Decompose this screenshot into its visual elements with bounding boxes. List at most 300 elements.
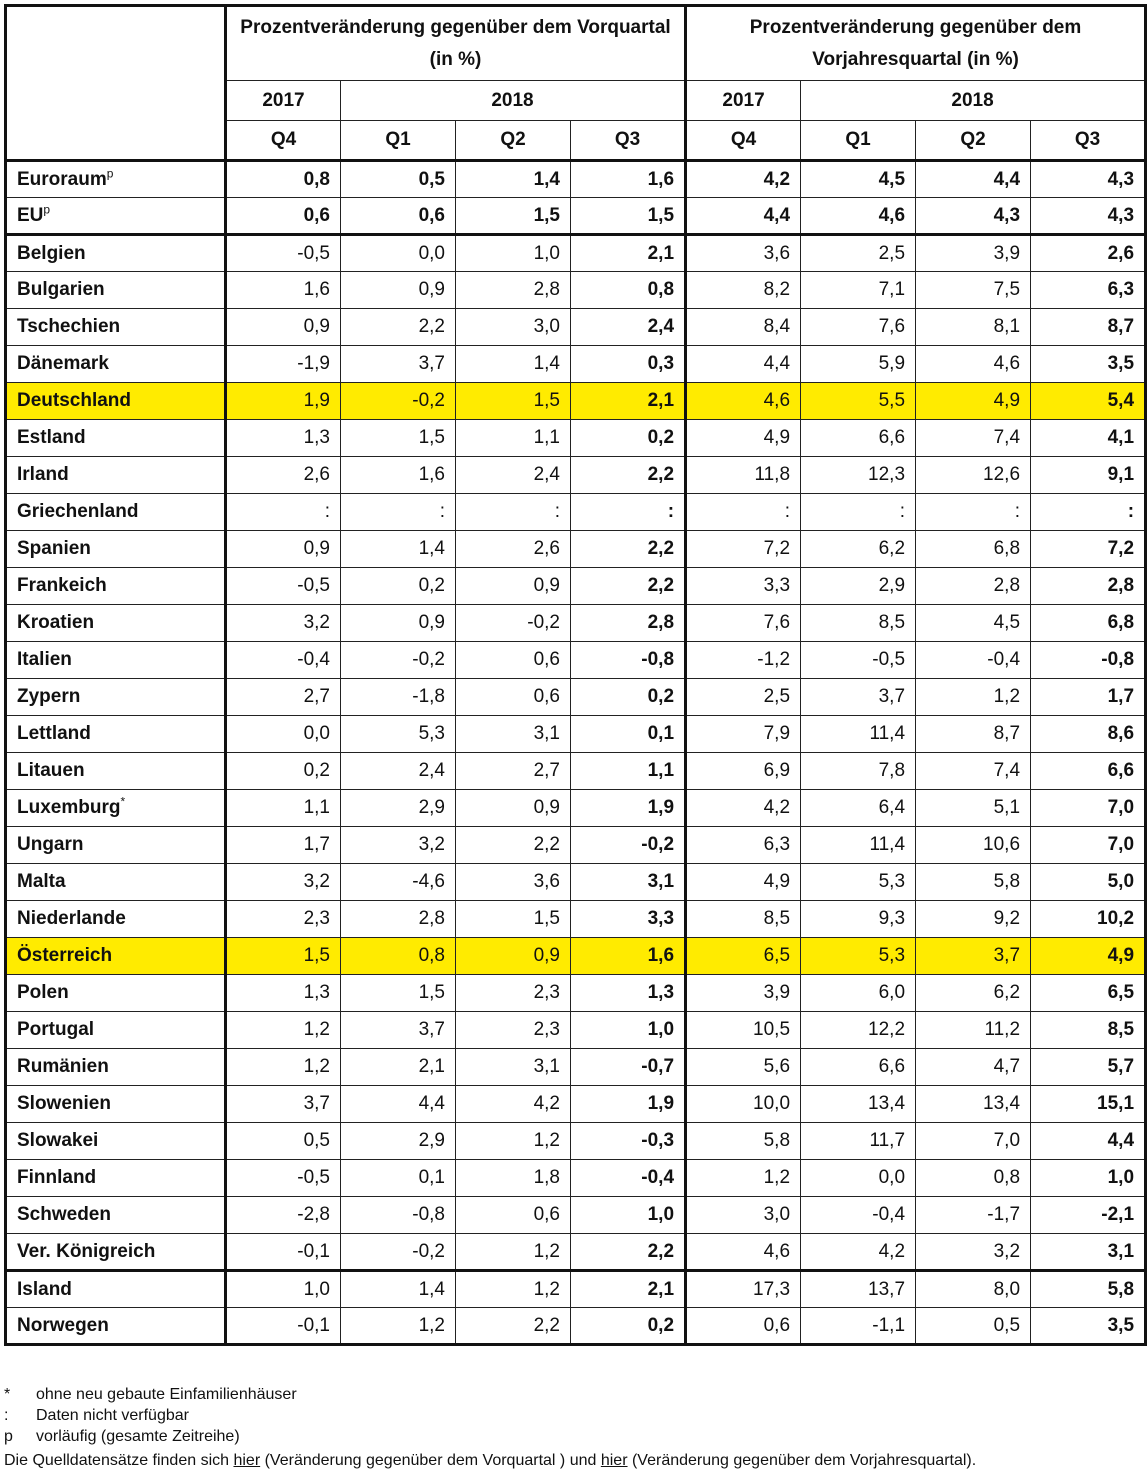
value-cell: 8,2 [686, 272, 801, 309]
value-cell: 0,8 [916, 1160, 1031, 1197]
country-label: Schweden [17, 1204, 111, 1225]
country-label: Spanien [17, 538, 91, 559]
value-cell: 5,8 [1031, 1271, 1146, 1308]
value-cell: : [801, 494, 916, 531]
country-label: Luxemburg [17, 797, 121, 818]
value-cell: 0,0 [801, 1160, 916, 1197]
value-cell: 5,8 [686, 1123, 801, 1160]
country-name [6, 272, 226, 309]
value-cell: 2,2 [456, 1308, 571, 1345]
table-row [6, 568, 1146, 605]
value-cell: 0,9 [456, 568, 571, 605]
table-row [6, 827, 1146, 864]
footnote-marker: * [120, 794, 126, 809]
value-cell: 2,7 [456, 753, 571, 790]
value-cell: 1,9 [571, 790, 686, 827]
source-link-vorjahresquartal[interactable]: hier [600, 1452, 628, 1469]
country-name [6, 1271, 226, 1308]
country-label: Ver. Königreich [17, 1240, 156, 1262]
value-cell: 1,3 [226, 975, 341, 1012]
value-cell: 4,4 [686, 198, 801, 235]
value-cell: 1,7 [1031, 679, 1146, 716]
country-name [6, 235, 226, 272]
value-cell: 1,1 [456, 420, 571, 457]
value-cell: 2,9 [341, 1123, 456, 1160]
value-cell: 2,6 [1031, 235, 1146, 272]
country-label: EU [17, 204, 44, 226]
value-cell: 0,1 [341, 1160, 456, 1197]
table-row [6, 531, 1146, 568]
value-cell: 4,4 [916, 161, 1031, 198]
country-label: Österreich [17, 945, 113, 966]
value-cell: -0,8 [1031, 642, 1146, 679]
table-row [6, 1234, 1146, 1271]
source-note [4, 1450, 976, 1471]
value-cell: 3,1 [456, 716, 571, 753]
table-row [6, 1308, 1146, 1345]
table-row [6, 1197, 1146, 1234]
value-cell: 1,5 [456, 901, 571, 938]
value-cell: 0,9 [226, 531, 341, 568]
value-cell: 4,6 [916, 346, 1031, 383]
value-cell: 4,5 [801, 161, 916, 198]
year-header: 2017 [226, 81, 341, 121]
country-name [6, 457, 226, 494]
country-name [6, 1012, 226, 1049]
value-cell: 1,0 [571, 1012, 686, 1049]
value-cell: 3,7 [226, 1086, 341, 1123]
source-link-vorquartal[interactable]: hier [233, 1452, 261, 1469]
value-cell: 4,4 [1031, 1123, 1146, 1160]
value-cell: 4,9 [686, 420, 801, 457]
value-cell: -0,3 [571, 1123, 686, 1160]
year-header: 2018 [801, 81, 1146, 121]
footnote-text: vorläufig (gesamte Zeitreihe) [36, 1428, 240, 1445]
value-cell: 4,5 [916, 605, 1031, 642]
value-cell: 1,4 [456, 161, 571, 198]
country-name [6, 1234, 226, 1271]
country-label: Slowenien [17, 1093, 111, 1114]
value-cell: : [916, 494, 1031, 531]
value-cell: 1,3 [226, 420, 341, 457]
value-cell: 2,6 [226, 457, 341, 494]
value-cell: 5,5 [801, 383, 916, 420]
value-cell: 1,0 [1031, 1160, 1146, 1197]
country-label: Slowakei [17, 1130, 99, 1151]
value-cell: 8,1 [916, 309, 1031, 346]
value-cell: 1,4 [341, 1271, 456, 1308]
value-cell: 9,3 [801, 901, 916, 938]
value-cell: 1,6 [571, 161, 686, 198]
value-cell: 4,3 [1031, 161, 1146, 198]
value-cell: 0,6 [686, 1308, 801, 1345]
value-cell: 4,6 [686, 383, 801, 420]
value-cell: 7,0 [1031, 827, 1146, 864]
value-cell: 4,1 [1031, 420, 1146, 457]
value-cell: 2,2 [571, 457, 686, 494]
table-row [6, 642, 1146, 679]
value-cell: 2,2 [456, 827, 571, 864]
value-cell: -0,5 [226, 235, 341, 272]
value-cell: 6,3 [1031, 272, 1146, 309]
value-cell: 2,8 [341, 901, 456, 938]
country-label: Malta [17, 871, 66, 892]
value-cell: 8,7 [1031, 309, 1146, 346]
value-cell: -0,5 [226, 1160, 341, 1197]
value-cell: 3,2 [226, 864, 341, 901]
value-cell: -2,8 [226, 1197, 341, 1234]
table-row [6, 272, 1146, 309]
value-cell: 1,5 [226, 938, 341, 975]
value-cell: 7,4 [916, 753, 1031, 790]
value-cell: 3,7 [801, 679, 916, 716]
value-cell: 0,8 [226, 161, 341, 198]
value-cell: 5,0 [1031, 864, 1146, 901]
country-label: Irland [17, 464, 69, 485]
country-name [6, 420, 226, 457]
value-cell: 0,9 [341, 272, 456, 309]
value-cell: 2,4 [571, 309, 686, 346]
quarter-header: Q1 [341, 121, 456, 161]
table-header [6, 6, 1146, 161]
value-cell: 4,2 [801, 1234, 916, 1271]
table-row [6, 864, 1146, 901]
value-cell: 1,6 [341, 457, 456, 494]
value-cell: 4,9 [916, 383, 1031, 420]
value-cell: 8,0 [916, 1271, 1031, 1308]
value-cell: 0,1 [571, 716, 686, 753]
table-row [6, 161, 1146, 198]
country-name [6, 938, 226, 975]
table-row [6, 790, 1146, 827]
value-cell: 7,6 [801, 309, 916, 346]
value-cell: 1,2 [226, 1049, 341, 1086]
table-row [6, 1049, 1146, 1086]
value-cell: -1,1 [801, 1308, 916, 1345]
value-cell: 13,4 [801, 1086, 916, 1123]
value-cell: -0,2 [341, 642, 456, 679]
value-cell: 2,3 [456, 1012, 571, 1049]
country-name [6, 383, 226, 420]
value-cell: 6,6 [801, 1049, 916, 1086]
value-cell: 0,6 [226, 198, 341, 235]
value-cell: 0,5 [226, 1123, 341, 1160]
value-cell: 7,0 [1031, 790, 1146, 827]
value-cell: 0,2 [226, 753, 341, 790]
country-name [6, 494, 226, 531]
value-cell: 3,3 [571, 901, 686, 938]
country-name [6, 531, 226, 568]
value-cell: 11,7 [801, 1123, 916, 1160]
corner-cell [6, 6, 226, 161]
value-cell: 2,5 [686, 679, 801, 716]
value-cell: 6,5 [686, 938, 801, 975]
year-header: 2018 [341, 81, 686, 121]
footnotes [4, 1384, 976, 1471]
value-cell: : [226, 494, 341, 531]
country-label: Tschechien [17, 316, 121, 337]
value-cell: 3,1 [456, 1049, 571, 1086]
value-cell: 8,5 [686, 901, 801, 938]
country-label: Euroraum [17, 168, 107, 190]
table-row [6, 938, 1146, 975]
value-cell: 3,2 [916, 1234, 1031, 1271]
value-cell: 17,3 [686, 1271, 801, 1308]
country-name [6, 1160, 226, 1197]
value-cell: 11,4 [801, 827, 916, 864]
value-cell: 0,0 [226, 716, 341, 753]
value-cell: 7,6 [686, 605, 801, 642]
country-label: Zypern [17, 686, 81, 707]
value-cell: 11,4 [801, 716, 916, 753]
value-cell: -1,8 [341, 679, 456, 716]
value-cell: 4,2 [456, 1086, 571, 1123]
value-cell: 0,9 [456, 790, 571, 827]
value-cell: 15,1 [1031, 1086, 1146, 1123]
value-cell: -0,5 [226, 568, 341, 605]
value-cell: 3,5 [1031, 1308, 1146, 1345]
value-cell: : [686, 494, 801, 531]
value-cell: 9,1 [1031, 457, 1146, 494]
value-cell: 0,2 [571, 1308, 686, 1345]
value-cell: 3,1 [571, 864, 686, 901]
value-cell: 3,9 [916, 235, 1031, 272]
table-row [6, 679, 1146, 716]
value-cell: 3,7 [341, 1012, 456, 1049]
value-cell: 2,8 [1031, 568, 1146, 605]
country-label: Rumänien [17, 1056, 109, 1077]
value-cell: 2,1 [341, 1049, 456, 1086]
value-cell: 7,8 [801, 753, 916, 790]
table-row [6, 494, 1146, 531]
value-cell: -0,1 [226, 1308, 341, 1345]
value-cell: 5,3 [801, 938, 916, 975]
table-row [6, 198, 1146, 235]
country-name [6, 605, 226, 642]
quarter-header: Q4 [686, 121, 801, 161]
country-name [6, 753, 226, 790]
value-cell: 4,3 [916, 198, 1031, 235]
footnote-symbol: : [4, 1407, 9, 1424]
value-cell: 4,4 [341, 1086, 456, 1123]
value-cell: 0,5 [341, 161, 456, 198]
value-cell: 2,1 [571, 383, 686, 420]
value-cell: -0,2 [341, 383, 456, 420]
value-cell: 0,6 [456, 679, 571, 716]
value-cell: -0,1 [226, 1234, 341, 1271]
value-cell: 0,5 [916, 1308, 1031, 1345]
country-name [6, 198, 226, 235]
value-cell: 4,6 [801, 198, 916, 235]
value-cell: 13,4 [916, 1086, 1031, 1123]
table-row [6, 901, 1146, 938]
value-cell: 1,2 [916, 679, 1031, 716]
value-cell: 10,2 [1031, 901, 1146, 938]
value-cell: -1,9 [226, 346, 341, 383]
value-cell: 4,2 [686, 161, 801, 198]
table-body [6, 161, 1146, 1345]
table-row [6, 383, 1146, 420]
country-name [6, 790, 226, 827]
value-cell: -0,5 [801, 642, 916, 679]
country-label: Griechenland [17, 501, 139, 522]
country-name [6, 1086, 226, 1123]
country-name [6, 346, 226, 383]
value-cell: 3,7 [341, 346, 456, 383]
table-row [6, 1271, 1146, 1308]
value-cell: 1,2 [456, 1123, 571, 1160]
value-cell: 0,6 [456, 1197, 571, 1234]
footnote-marker: p [106, 166, 114, 181]
country-name [6, 1123, 226, 1160]
value-cell: 6,6 [1031, 753, 1146, 790]
value-cell: 1,0 [456, 235, 571, 272]
value-cell: 7,4 [916, 420, 1031, 457]
value-cell: 7,5 [916, 272, 1031, 309]
value-cell: 4,9 [686, 864, 801, 901]
footnote-symbol: p [4, 1428, 13, 1445]
value-cell: 2,2 [571, 531, 686, 568]
value-cell: 1,2 [341, 1308, 456, 1345]
country-label: Deutschland [17, 390, 132, 411]
value-cell: 8,5 [1031, 1012, 1146, 1049]
group-header-vorjahresquartal: Prozentveränderung gegenüber dem Vorjahresquartal (in %) [686, 6, 1146, 81]
quarter-header: Q2 [456, 121, 571, 161]
value-cell: 5,6 [686, 1049, 801, 1086]
value-cell: 2,1 [571, 1271, 686, 1308]
value-cell: 2,5 [801, 235, 916, 272]
value-cell: -4,6 [341, 864, 456, 901]
value-cell: 0,8 [571, 272, 686, 309]
footnote [4, 1426, 976, 1447]
table-row [6, 420, 1146, 457]
value-cell: 1,0 [571, 1197, 686, 1234]
country-name [6, 1049, 226, 1086]
value-cell: 1,8 [456, 1160, 571, 1197]
value-cell: 6,4 [801, 790, 916, 827]
value-cell: -0,8 [571, 642, 686, 679]
value-cell: 4,4 [686, 346, 801, 383]
country-label: Norwegen [17, 1314, 109, 1336]
country-label: Kroatien [17, 612, 95, 633]
value-cell: 0,0 [341, 235, 456, 272]
value-cell: 1,5 [341, 420, 456, 457]
value-cell: 0,6 [341, 198, 456, 235]
value-cell: 1,4 [456, 346, 571, 383]
value-cell: 9,2 [916, 901, 1031, 938]
value-cell: 5,9 [801, 346, 916, 383]
value-cell: 2,3 [456, 975, 571, 1012]
table-row [6, 1012, 1146, 1049]
footnote-marker: p [43, 202, 51, 217]
value-cell: 6,5 [1031, 975, 1146, 1012]
value-cell: -0,2 [341, 1234, 456, 1271]
value-cell: 1,3 [571, 975, 686, 1012]
country-label: Polen [17, 982, 69, 1003]
value-cell: 3,3 [686, 568, 801, 605]
value-cell: 2,2 [571, 1234, 686, 1271]
value-cell: 0,9 [226, 309, 341, 346]
value-cell: -1,2 [686, 642, 801, 679]
country-name [6, 679, 226, 716]
value-cell: 1,5 [456, 198, 571, 235]
value-cell: 12,6 [916, 457, 1031, 494]
value-cell: 12,3 [801, 457, 916, 494]
table-row [6, 753, 1146, 790]
value-cell: 2,8 [916, 568, 1031, 605]
value-cell: 0,2 [571, 679, 686, 716]
source-prefix: Die Quelldatensätze finden sich [4, 1452, 234, 1469]
value-cell: 5,3 [341, 716, 456, 753]
country-label: Dänemark [17, 353, 109, 374]
country-label: Bulgarien [17, 279, 105, 300]
value-cell: : [1031, 494, 1146, 531]
value-cell: 6,2 [801, 531, 916, 568]
table-row [6, 457, 1146, 494]
value-cell: 1,9 [571, 1086, 686, 1123]
value-cell: 2,9 [341, 790, 456, 827]
country-label: Finnland [17, 1167, 97, 1188]
value-cell: 2,4 [456, 457, 571, 494]
value-cell: 2,4 [341, 753, 456, 790]
value-cell: 3,6 [456, 864, 571, 901]
value-cell: 8,5 [801, 605, 916, 642]
table-row [6, 1160, 1146, 1197]
value-cell: 2,1 [571, 235, 686, 272]
table-row [6, 235, 1146, 272]
country-name [6, 901, 226, 938]
value-cell: 4,9 [1031, 938, 1146, 975]
value-cell: 11,2 [916, 1012, 1031, 1049]
value-cell: 2,6 [456, 531, 571, 568]
value-cell: 1,7 [226, 827, 341, 864]
value-cell: 5,8 [916, 864, 1031, 901]
value-cell: 1,9 [226, 383, 341, 420]
value-cell: 11,8 [686, 457, 801, 494]
value-cell: -0,4 [916, 642, 1031, 679]
value-cell: 5,1 [916, 790, 1031, 827]
value-cell: -0,8 [341, 1197, 456, 1234]
value-cell: 1,2 [456, 1234, 571, 1271]
value-cell: 1,4 [341, 531, 456, 568]
value-cell: 5,3 [801, 864, 916, 901]
value-cell: 6,3 [686, 827, 801, 864]
country-label: Niederlande [17, 908, 126, 929]
value-cell: 3,9 [686, 975, 801, 1012]
value-cell: 1,0 [226, 1271, 341, 1308]
value-cell: -2,1 [1031, 1197, 1146, 1234]
value-cell: 5,7 [1031, 1049, 1146, 1086]
value-cell: 1,6 [226, 272, 341, 309]
value-cell: 7,0 [916, 1123, 1031, 1160]
value-cell: 4,6 [686, 1234, 801, 1271]
value-cell: 3,1 [1031, 1234, 1146, 1271]
quarter-header: Q3 [1031, 121, 1146, 161]
value-cell: 6,0 [801, 975, 916, 1012]
value-cell: 6,2 [916, 975, 1031, 1012]
country-label: Italien [17, 649, 72, 670]
table-row [6, 346, 1146, 383]
value-cell: 0,8 [341, 938, 456, 975]
value-cell: 3,2 [341, 827, 456, 864]
table-row [6, 716, 1146, 753]
value-cell: 7,9 [686, 716, 801, 753]
value-cell: 0,9 [341, 605, 456, 642]
table-row [6, 975, 1146, 1012]
value-cell: -0,4 [801, 1197, 916, 1234]
value-cell: 6,8 [1031, 605, 1146, 642]
footnote [4, 1384, 976, 1405]
